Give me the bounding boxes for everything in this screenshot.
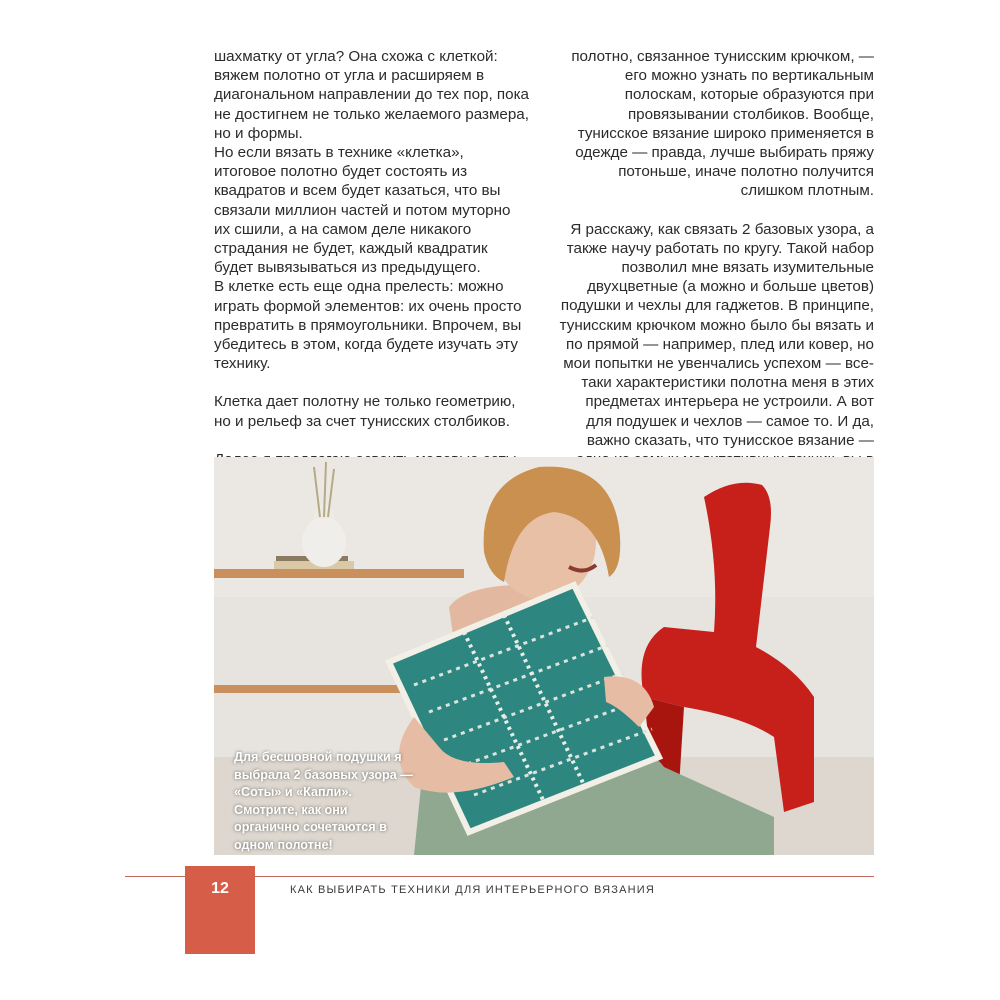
photo-woman-with-pillow	[214, 457, 874, 855]
left-text-column	[214, 47, 530, 527]
paragraph: В клетке есть еще одна прелесть: можно играть формой элементов: их очень просто превратить в прямоугольники. Впрочем, вы убедитесь в этом, когда будете изучать эту технику.	[214, 278, 522, 373]
paragraph: Но если вязать в технике «клетка», итоговое полотно будет состоять из квадратов и всем будет казаться, что вы связали миллион частей и потом муторно их сшили, а на самом деле никакого страдания не будет, каждый квадратик будет вывязываться из предыдущего.	[214, 144, 511, 277]
page-number-tab	[185, 866, 255, 954]
paragraph: полотно, связанное тунисским крючком, — его можно узнать по вертикальным полоскам, которые образуются при провязывании столбиков. Вообще, тунисское вязание широко применяется в одежде — правда, лучше выбирать пряжу потоньше, иначе полотно получится слишком плотным.	[571, 48, 874, 200]
right-text-column	[556, 47, 874, 488]
paragraph: шахматку от угла? Она схожа с клеткой: вяжем полотно от угла и расширяем в диагональном направлении до тех пор, пока не достигнем не только желаемого размера, но и формы.	[214, 48, 529, 142]
running-head: КАК ВЫБИРАТЬ ТЕХНИКИ ДЛЯ ИНТЕРЬЕРНОГО ВЯЗАНИЯ	[290, 884, 656, 896]
paragraph: Я расскажу, как связать 2 базовых узора, а также научу работать по кругу. Такой набор позволил мне вязать изумительные двухцветные (а можно и больше цветов) подушки и чехлы для гаджетов. В принципе, тунисским крючком можно было бы вязать и по прямой — например, плед или ковер, но мои попытки не увенчались успехом — все-таки характеристики полотна меня в этих предметах интерьера не устроили. А вот для подушек и чехлов — самое то. И да, важно сказать, что тунисское вязание —	[559, 220, 874, 449]
page-number: 12	[211, 880, 229, 897]
paragraph: Клетка дает полотну не только геометрию, но и рельеф за счет тунисских столбиков.	[214, 393, 516, 430]
photo-caption: Для бесшовной подушки я выбрала 2 базовых узора — «Соты» и «Капли». Смотрите, как они органично сочетаются в одном полотне!	[234, 750, 413, 852]
